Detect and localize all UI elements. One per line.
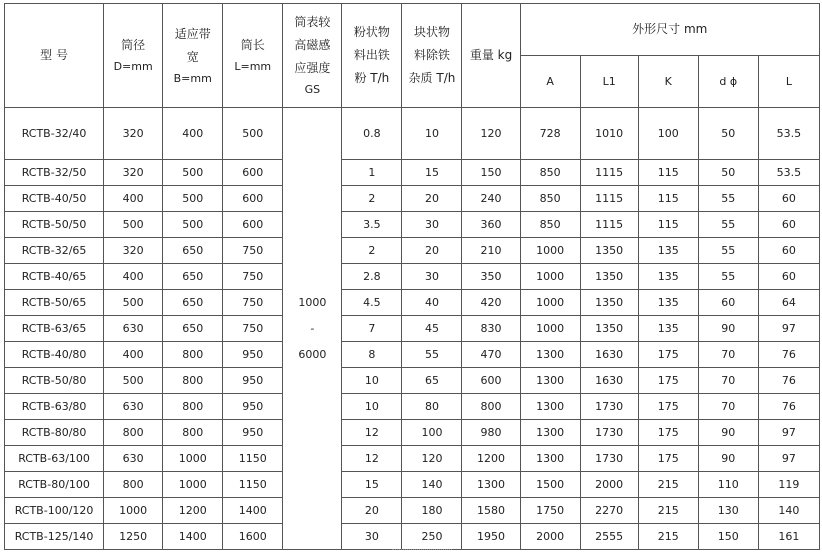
cell-l1: 1010 bbox=[580, 108, 638, 160]
table-row bbox=[5, 524, 820, 550]
cell-k: 215 bbox=[638, 524, 698, 550]
cell-d: 320 bbox=[104, 108, 163, 160]
cell-powder: 8 bbox=[342, 342, 402, 368]
header-length: 筒长 L=mm bbox=[223, 4, 283, 108]
cell-powder: 7 bbox=[342, 316, 402, 342]
cell-len: 600 bbox=[223, 186, 283, 212]
cell-block: 250 bbox=[402, 524, 462, 550]
cell-d: 630 bbox=[104, 394, 163, 420]
cell-l1: 2270 bbox=[580, 498, 638, 524]
cell-l: 60 bbox=[758, 212, 819, 238]
gauss-value-cell bbox=[283, 108, 342, 550]
header-model: 型 号 bbox=[5, 4, 104, 108]
cell-a: 850 bbox=[520, 186, 580, 212]
table-row bbox=[5, 394, 820, 420]
cell-powder: 10 bbox=[342, 394, 402, 420]
cell-k: 115 bbox=[638, 212, 698, 238]
cell-l1: 1730 bbox=[580, 446, 638, 472]
header-dimensions: 外形尺寸 mm bbox=[520, 4, 819, 56]
cell-len: 950 bbox=[223, 420, 283, 446]
cell-a: 1300 bbox=[520, 420, 580, 446]
cell-weight: 1300 bbox=[462, 472, 520, 498]
header-powder-capacity: 粉状物 料出铁 粉 T/h bbox=[342, 4, 402, 108]
cell-l: 76 bbox=[758, 394, 819, 420]
cell-model: RCTB-40/65 bbox=[5, 264, 104, 290]
cell-a: 1500 bbox=[520, 472, 580, 498]
cell-b: 650 bbox=[163, 264, 223, 290]
cell-k: 115 bbox=[638, 160, 698, 186]
cell-model: RCTB-63/100 bbox=[5, 446, 104, 472]
header-gauss: 筒表较 高磁感 应强度 GS bbox=[283, 4, 342, 108]
cell-weight: 1580 bbox=[462, 498, 520, 524]
gauss-value-top: 1000 bbox=[298, 295, 327, 309]
cell-l: 76 bbox=[758, 342, 819, 368]
cell-model: RCTB-125/140 bbox=[5, 524, 104, 550]
cell-a: 1300 bbox=[520, 342, 580, 368]
cell-dphi: 110 bbox=[698, 472, 758, 498]
header-dim-a: A bbox=[520, 56, 580, 108]
cell-len: 950 bbox=[223, 368, 283, 394]
cell-powder: 0.8 bbox=[342, 108, 402, 160]
cell-l: 161 bbox=[758, 524, 819, 550]
cell-len: 750 bbox=[223, 316, 283, 342]
cell-l1: 1350 bbox=[580, 316, 638, 342]
cell-d: 320 bbox=[104, 160, 163, 186]
cell-powder: 30 bbox=[342, 524, 402, 550]
bottom-divider-mark bbox=[392, 549, 452, 551]
cell-l1: 1350 bbox=[580, 264, 638, 290]
cell-l: 119 bbox=[758, 472, 819, 498]
cell-powder: 12 bbox=[342, 446, 402, 472]
cell-a: 1000 bbox=[520, 238, 580, 264]
cell-b: 650 bbox=[163, 238, 223, 264]
header-dim-l1: L1 bbox=[580, 56, 638, 108]
header-dim-k: K bbox=[638, 56, 698, 108]
table-row bbox=[5, 264, 820, 290]
cell-a: 1000 bbox=[520, 316, 580, 342]
cell-dphi: 70 bbox=[698, 394, 758, 420]
cell-len: 950 bbox=[223, 394, 283, 420]
cell-a: 850 bbox=[520, 212, 580, 238]
cell-k: 135 bbox=[638, 316, 698, 342]
cell-weight: 360 bbox=[462, 212, 520, 238]
cell-l1: 2555 bbox=[580, 524, 638, 550]
cell-b: 800 bbox=[163, 342, 223, 368]
table-row bbox=[5, 160, 820, 186]
table-row bbox=[5, 212, 820, 238]
cell-block: 65 bbox=[402, 368, 462, 394]
cell-d: 500 bbox=[104, 290, 163, 316]
cell-powder: 12 bbox=[342, 420, 402, 446]
cell-a: 1300 bbox=[520, 368, 580, 394]
cell-block: 120 bbox=[402, 446, 462, 472]
cell-model: RCTB-63/65 bbox=[5, 316, 104, 342]
cell-d: 630 bbox=[104, 446, 163, 472]
cell-dphi: 60 bbox=[698, 290, 758, 316]
cell-b: 1000 bbox=[163, 446, 223, 472]
table-row bbox=[5, 108, 820, 160]
cell-a: 1300 bbox=[520, 446, 580, 472]
cell-model: RCTB-40/80 bbox=[5, 342, 104, 368]
cell-powder: 3.5 bbox=[342, 212, 402, 238]
cell-k: 175 bbox=[638, 342, 698, 368]
cell-weight: 150 bbox=[462, 160, 520, 186]
cell-l: 97 bbox=[758, 420, 819, 446]
header-block-capacity: 块状物 料除铁 杂质 T/h bbox=[402, 4, 462, 108]
cell-l: 64 bbox=[758, 290, 819, 316]
cell-l1: 1630 bbox=[580, 342, 638, 368]
cell-model: RCTB-80/100 bbox=[5, 472, 104, 498]
cell-b: 1000 bbox=[163, 472, 223, 498]
cell-b: 1200 bbox=[163, 498, 223, 524]
cell-d: 400 bbox=[104, 186, 163, 212]
cell-model: RCTB-50/50 bbox=[5, 212, 104, 238]
cell-d: 1000 bbox=[104, 498, 163, 524]
header-belt-width: 适应带 宽 B=mm bbox=[163, 4, 223, 108]
cell-k: 115 bbox=[638, 186, 698, 212]
cell-powder: 2 bbox=[342, 238, 402, 264]
cell-l1: 1630 bbox=[580, 368, 638, 394]
cell-b: 500 bbox=[163, 212, 223, 238]
cell-d: 1250 bbox=[104, 524, 163, 550]
cell-d: 500 bbox=[104, 368, 163, 394]
cell-a: 1750 bbox=[520, 498, 580, 524]
cell-k: 215 bbox=[638, 498, 698, 524]
cell-block: 30 bbox=[402, 264, 462, 290]
cell-l: 97 bbox=[758, 316, 819, 342]
table-row bbox=[5, 472, 820, 498]
header-diameter: 筒径 D=mm bbox=[104, 4, 163, 108]
cell-weight: 600 bbox=[462, 368, 520, 394]
cell-powder: 20 bbox=[342, 498, 402, 524]
cell-weight: 350 bbox=[462, 264, 520, 290]
cell-b: 800 bbox=[163, 368, 223, 394]
cell-l1: 1350 bbox=[580, 238, 638, 264]
cell-block: 180 bbox=[402, 498, 462, 524]
cell-len: 1600 bbox=[223, 524, 283, 550]
table-row bbox=[5, 498, 820, 524]
cell-block: 100 bbox=[402, 420, 462, 446]
cell-dphi: 90 bbox=[698, 420, 758, 446]
cell-a: 2000 bbox=[520, 524, 580, 550]
cell-l1: 1730 bbox=[580, 394, 638, 420]
cell-block: 80 bbox=[402, 394, 462, 420]
cell-a: 1000 bbox=[520, 264, 580, 290]
cell-block: 30 bbox=[402, 212, 462, 238]
cell-weight: 470 bbox=[462, 342, 520, 368]
cell-model: RCTB-80/80 bbox=[5, 420, 104, 446]
cell-k: 135 bbox=[638, 264, 698, 290]
spec-table bbox=[4, 3, 820, 550]
table-row bbox=[5, 238, 820, 264]
cell-dphi: 130 bbox=[698, 498, 758, 524]
cell-a: 1300 bbox=[520, 394, 580, 420]
header-dim-l: L bbox=[758, 56, 819, 108]
table-row bbox=[5, 290, 820, 316]
cell-l: 76 bbox=[758, 368, 819, 394]
cell-powder: 15 bbox=[342, 472, 402, 498]
cell-dphi: 70 bbox=[698, 342, 758, 368]
cell-dphi: 55 bbox=[698, 238, 758, 264]
cell-dphi: 50 bbox=[698, 108, 758, 160]
cell-d: 500 bbox=[104, 212, 163, 238]
cell-b: 650 bbox=[163, 316, 223, 342]
cell-len: 950 bbox=[223, 342, 283, 368]
cell-b: 400 bbox=[163, 108, 223, 160]
cell-len: 1400 bbox=[223, 498, 283, 524]
cell-block: 20 bbox=[402, 238, 462, 264]
cell-l: 60 bbox=[758, 238, 819, 264]
cell-l: 140 bbox=[758, 498, 819, 524]
cell-model: RCTB-32/65 bbox=[5, 238, 104, 264]
cell-model: RCTB-63/80 bbox=[5, 394, 104, 420]
cell-weight: 980 bbox=[462, 420, 520, 446]
cell-model: RCTB-100/120 bbox=[5, 498, 104, 524]
cell-powder: 1 bbox=[342, 160, 402, 186]
cell-dphi: 55 bbox=[698, 212, 758, 238]
cell-d: 800 bbox=[104, 472, 163, 498]
cell-b: 1400 bbox=[163, 524, 223, 550]
cell-l: 53.5 bbox=[758, 108, 819, 160]
cell-k: 175 bbox=[638, 420, 698, 446]
cell-b: 800 bbox=[163, 394, 223, 420]
cell-model: RCTB-40/50 bbox=[5, 186, 104, 212]
cell-len: 750 bbox=[223, 264, 283, 290]
cell-k: 175 bbox=[638, 394, 698, 420]
cell-len: 600 bbox=[223, 212, 283, 238]
cell-l1: 1115 bbox=[580, 186, 638, 212]
cell-block: 10 bbox=[402, 108, 462, 160]
cell-dphi: 90 bbox=[698, 446, 758, 472]
cell-d: 320 bbox=[104, 238, 163, 264]
table-row bbox=[5, 342, 820, 368]
cell-len: 600 bbox=[223, 160, 283, 186]
cell-powder: 4.5 bbox=[342, 290, 402, 316]
gauss-value-mid: - bbox=[310, 321, 315, 335]
cell-k: 215 bbox=[638, 472, 698, 498]
cell-weight: 120 bbox=[462, 108, 520, 160]
cell-dphi: 150 bbox=[698, 524, 758, 550]
cell-b: 650 bbox=[163, 290, 223, 316]
cell-l: 60 bbox=[758, 264, 819, 290]
cell-weight: 800 bbox=[462, 394, 520, 420]
table-row bbox=[5, 186, 820, 212]
cell-weight: 830 bbox=[462, 316, 520, 342]
cell-b: 500 bbox=[163, 160, 223, 186]
cell-block: 40 bbox=[402, 290, 462, 316]
cell-k: 100 bbox=[638, 108, 698, 160]
header-dim-d: d ϕ bbox=[698, 56, 758, 108]
cell-b: 800 bbox=[163, 420, 223, 446]
cell-block: 140 bbox=[402, 472, 462, 498]
header-weight: 重量 kg bbox=[462, 4, 520, 108]
cell-model: RCTB-32/50 bbox=[5, 160, 104, 186]
cell-l: 60 bbox=[758, 186, 819, 212]
cell-l1: 1350 bbox=[580, 290, 638, 316]
cell-k: 175 bbox=[638, 368, 698, 394]
cell-l1: 1730 bbox=[580, 420, 638, 446]
table-row bbox=[5, 368, 820, 394]
cell-len: 1150 bbox=[223, 472, 283, 498]
cell-block: 20 bbox=[402, 186, 462, 212]
cell-d: 400 bbox=[104, 342, 163, 368]
cell-weight: 1950 bbox=[462, 524, 520, 550]
cell-l: 97 bbox=[758, 446, 819, 472]
cell-a: 1000 bbox=[520, 290, 580, 316]
cell-block: 45 bbox=[402, 316, 462, 342]
cell-d: 630 bbox=[104, 316, 163, 342]
cell-weight: 210 bbox=[462, 238, 520, 264]
cell-weight: 240 bbox=[462, 186, 520, 212]
cell-dphi: 70 bbox=[698, 368, 758, 394]
cell-powder: 2 bbox=[342, 186, 402, 212]
table-row bbox=[5, 446, 820, 472]
cell-dphi: 55 bbox=[698, 264, 758, 290]
cell-dphi: 90 bbox=[698, 316, 758, 342]
cell-powder: 10 bbox=[342, 368, 402, 394]
cell-l1: 1115 bbox=[580, 212, 638, 238]
cell-model: RCTB-50/80 bbox=[5, 368, 104, 394]
cell-d: 400 bbox=[104, 264, 163, 290]
cell-k: 135 bbox=[638, 238, 698, 264]
cell-len: 750 bbox=[223, 290, 283, 316]
cell-weight: 420 bbox=[462, 290, 520, 316]
cell-model: RCTB-32/40 bbox=[5, 108, 104, 160]
cell-dphi: 50 bbox=[698, 160, 758, 186]
cell-powder: 2.8 bbox=[342, 264, 402, 290]
cell-k: 135 bbox=[638, 290, 698, 316]
cell-a: 728 bbox=[520, 108, 580, 160]
cell-b: 500 bbox=[163, 186, 223, 212]
cell-block: 55 bbox=[402, 342, 462, 368]
cell-k: 175 bbox=[638, 446, 698, 472]
table-row bbox=[5, 420, 820, 446]
cell-l: 53.5 bbox=[758, 160, 819, 186]
cell-len: 500 bbox=[223, 108, 283, 160]
gauss-value-bottom: 6000 bbox=[298, 347, 327, 361]
cell-l1: 2000 bbox=[580, 472, 638, 498]
cell-len: 1150 bbox=[223, 446, 283, 472]
table-row bbox=[5, 316, 820, 342]
cell-block: 15 bbox=[402, 160, 462, 186]
cell-d: 800 bbox=[104, 420, 163, 446]
cell-model: RCTB-50/65 bbox=[5, 290, 104, 316]
cell-a: 850 bbox=[520, 160, 580, 186]
cell-weight: 1200 bbox=[462, 446, 520, 472]
cell-len: 750 bbox=[223, 238, 283, 264]
cell-dphi: 55 bbox=[698, 186, 758, 212]
cell-l1: 1115 bbox=[580, 160, 638, 186]
